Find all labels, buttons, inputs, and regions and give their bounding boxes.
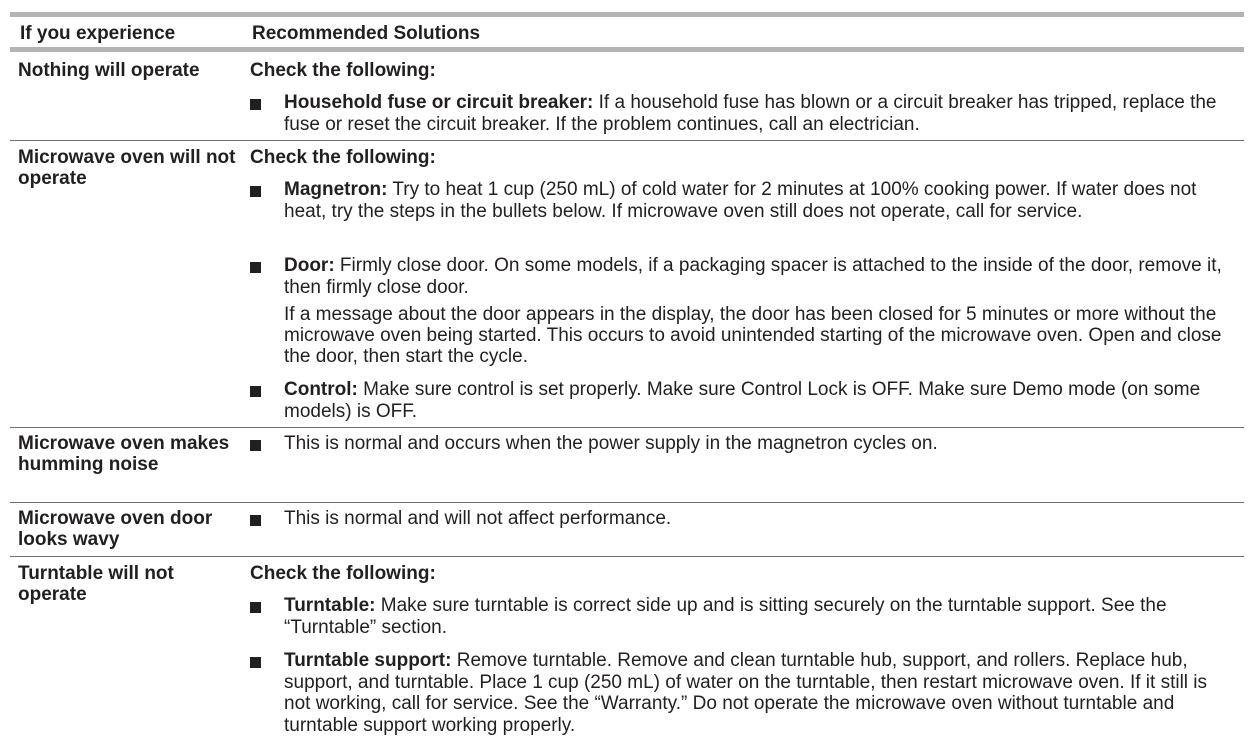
solution-item xyxy=(250,92,1230,135)
bullet-square xyxy=(250,262,261,273)
symptom-turntable-will-not-operate: Turntable will not operate xyxy=(18,563,174,605)
check-the-following-label: Check the following: xyxy=(250,563,436,584)
solution-text: Make sure control is set properly. Make sure Control Lock is OFF. Make sure Demo mode (on some models) is OFF. xyxy=(284,379,1201,422)
header-rule-bottom xyxy=(10,47,1244,52)
solution-text: This is normal and will not affect performance. xyxy=(284,508,672,529)
row-divider xyxy=(10,427,1244,428)
solution-item xyxy=(250,179,1230,222)
check-the-following-label: Check the following: xyxy=(250,147,436,168)
solution-item xyxy=(250,508,1230,530)
symptom-nothing-will-operate: Nothing will operate xyxy=(18,60,200,81)
solution-text: Remove turntable. Remove and clean turntable hub, support, and rollers. Replace hub, support, and turntable. Place 1 cup (250 mL) of water on the turntable, then restart microwave oven. If it still is not working, call for service. See the “Warranty.” Do not operate the microwave oven without turntable and turntable support working properly. xyxy=(284,650,1208,736)
row-divider xyxy=(10,556,1244,557)
solution-term: Turntable: xyxy=(284,595,376,616)
bullet-square xyxy=(250,186,261,197)
row-divider xyxy=(10,140,1244,141)
solution-term: Turntable support: xyxy=(284,650,452,671)
solution-term: Magnetron: xyxy=(284,179,388,200)
column-header-symptom: If you experience xyxy=(20,23,176,44)
solution-text: Try to heat 1 cup (250 mL) of cold water for 2 minutes at 100% cooking power. If water does not heat, try the steps in the bullets below. If microwave oven still does not operate, call for service. xyxy=(284,179,1197,222)
solution-item xyxy=(250,379,1230,422)
solution-item xyxy=(250,595,1230,638)
bullet-square xyxy=(250,657,261,668)
solution-term: Household fuse or circuit breaker: xyxy=(284,92,594,113)
solution-item xyxy=(250,255,1230,298)
solution-term: Control: xyxy=(284,379,358,400)
bullet-square xyxy=(250,440,261,451)
solution-text: Make sure turntable is correct side up and is sitting securely on the turntable support. See the “Turntable” section. xyxy=(284,595,1167,638)
check-the-following-label: Check the following: xyxy=(250,60,436,81)
solution-item xyxy=(250,650,1230,736)
bullet-square xyxy=(250,99,261,110)
symptom-humming-noise: Microwave oven makes humming noise xyxy=(18,433,230,475)
symptom-door-looks-wavy: Microwave oven door looks wavy xyxy=(18,508,213,550)
solution-text: This is normal and occurs when the power supply in the magnetron cycles on. xyxy=(284,433,938,454)
bullet-square xyxy=(250,602,261,613)
row-divider xyxy=(10,502,1244,503)
solution-term: Door: xyxy=(284,255,335,276)
door-message-note: If a message about the door appears in the display, the door has been closed for 5 minutes or more without the microwave oven being started. This occurs to avoid unintended starting of the microwave oven. Open and close the door, then start the cycle. xyxy=(284,304,1222,367)
bullet-square xyxy=(250,515,261,526)
bullet-square xyxy=(250,386,261,397)
header-rule-top xyxy=(10,12,1244,17)
solution-item xyxy=(250,433,1230,455)
solution-text: Firmly close door. On some models, if a packaging spacer is attached to the inside of the door, remove it, then firmly close door. xyxy=(284,255,1222,298)
column-header-solutions: Recommended Solutions xyxy=(252,23,481,44)
symptom-microwave-will-not-operate: Microwave oven will not operate xyxy=(18,147,236,189)
solution-text: If a household fuse has blown or a circuit breaker has tripped, replace the fuse or reset the circuit breaker. If the problem continues, call an electrician. xyxy=(284,92,1217,135)
